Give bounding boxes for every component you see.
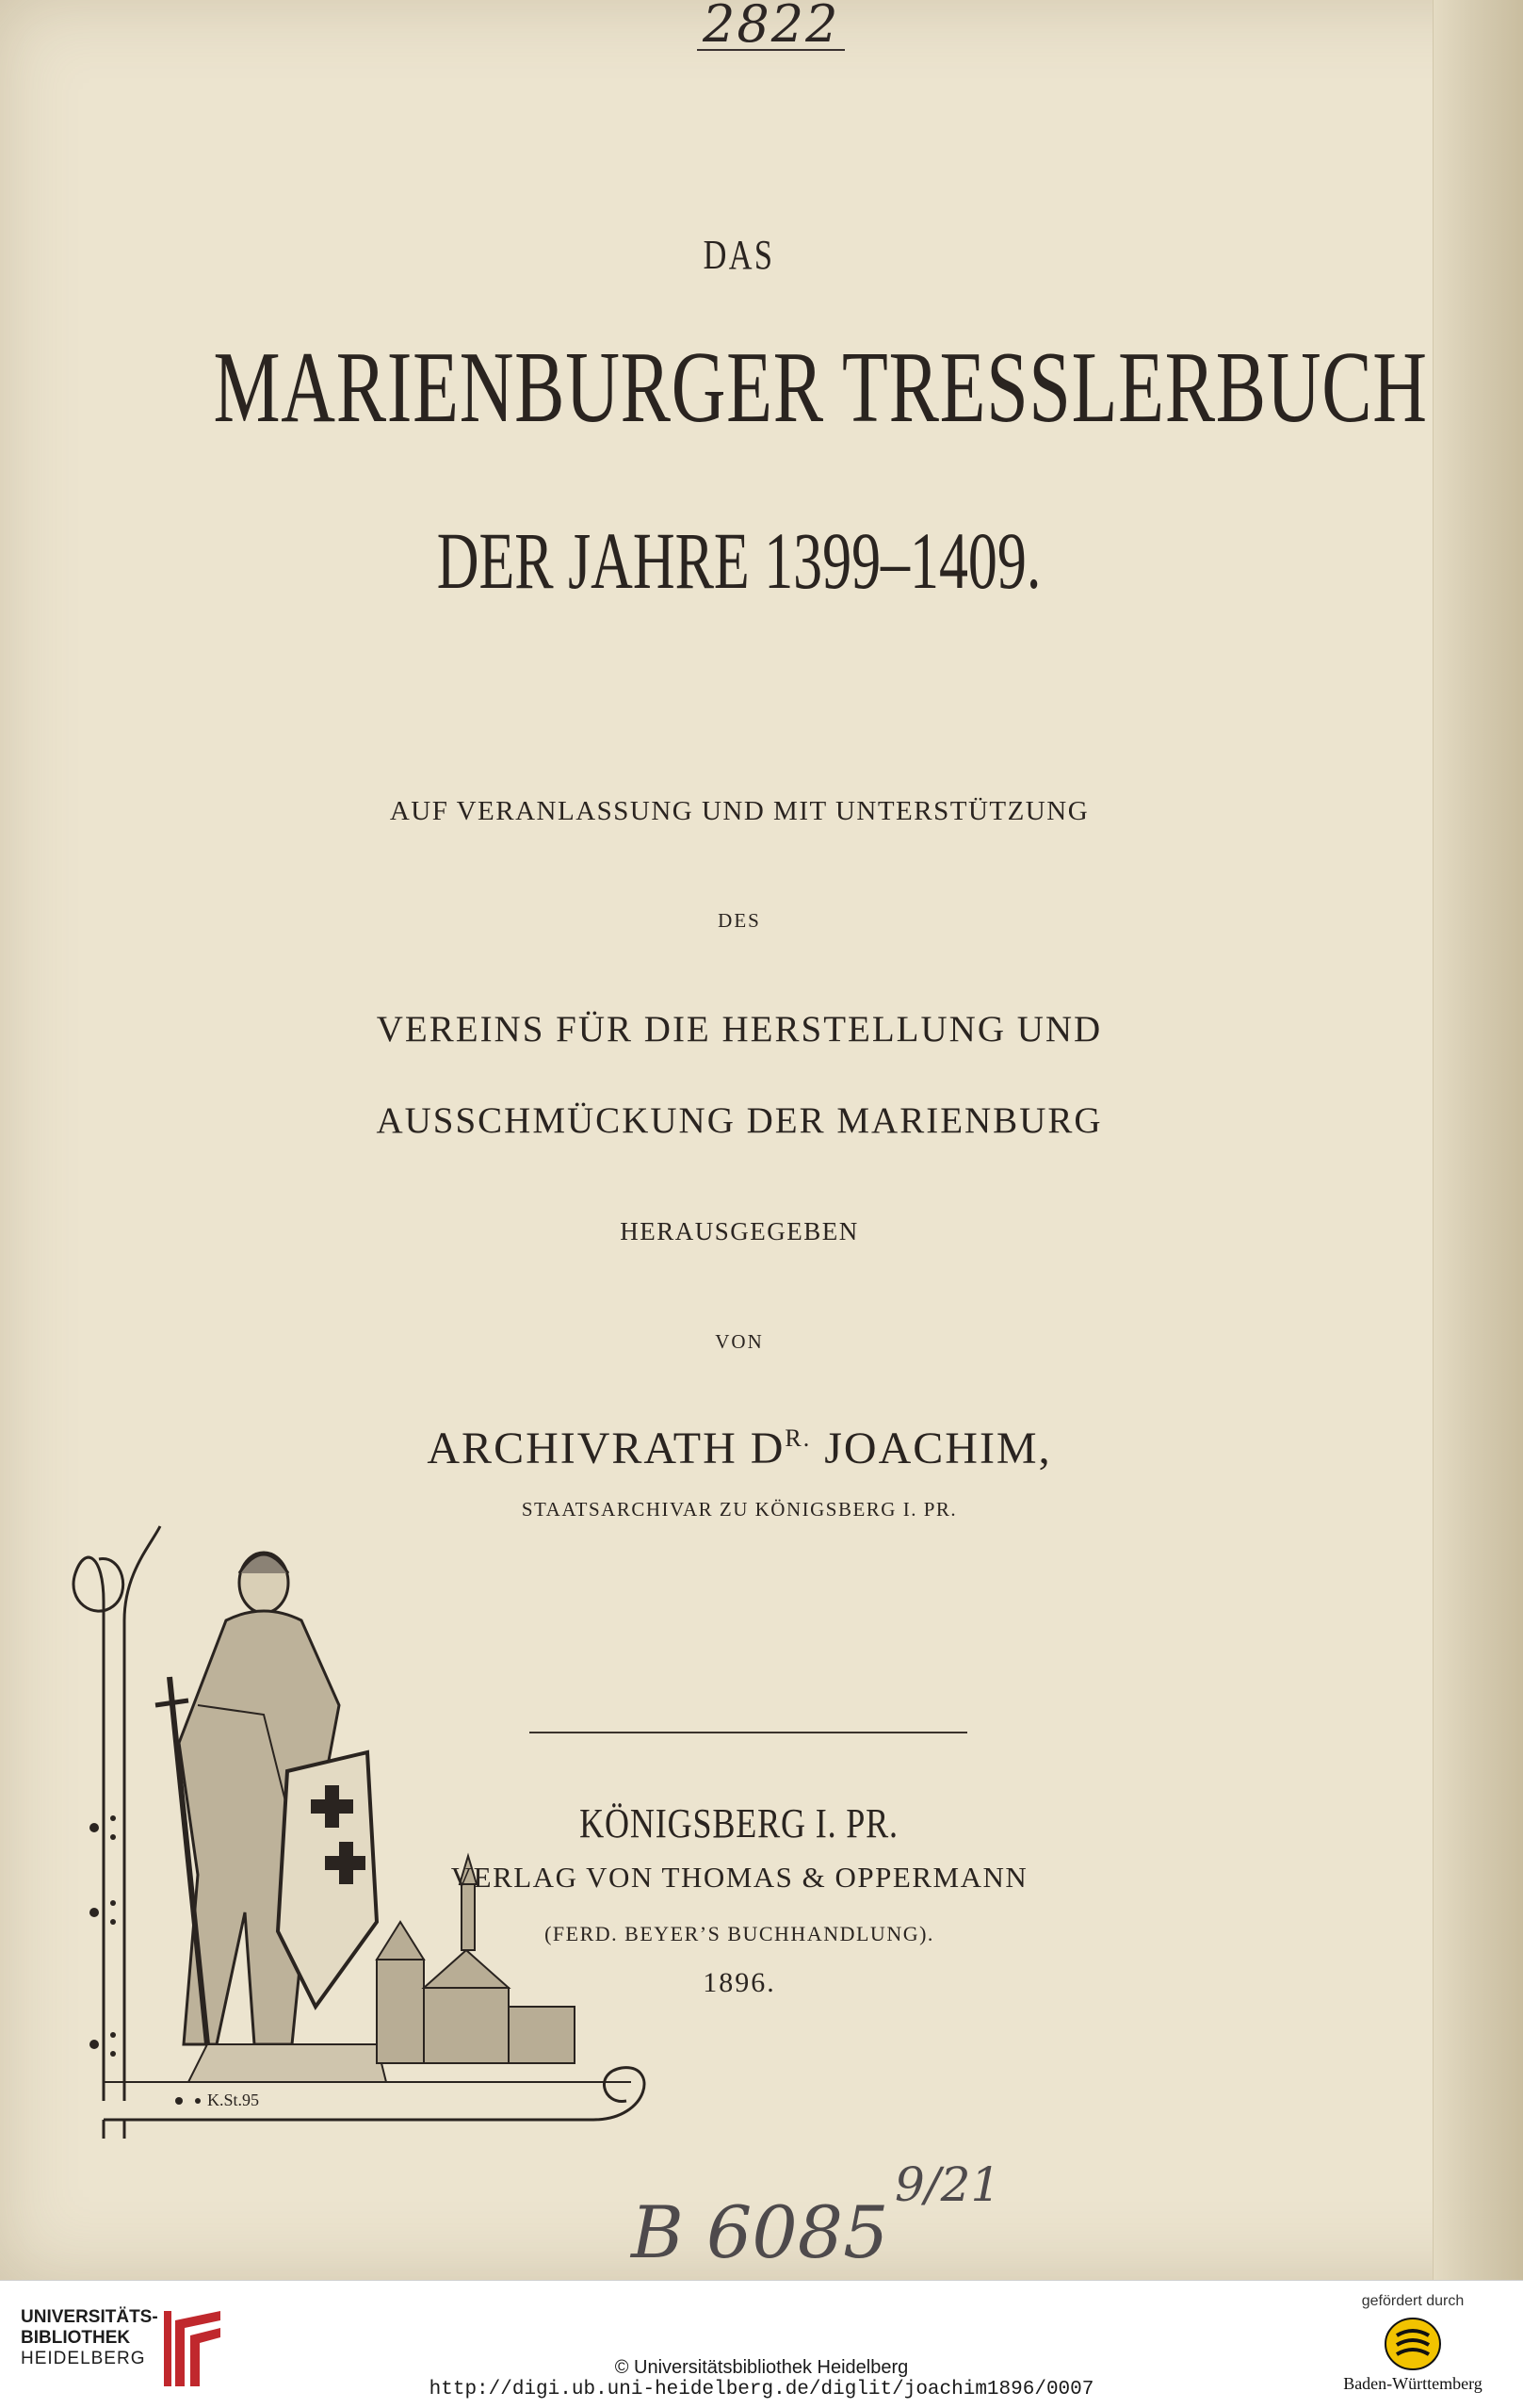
- publication-city: KÖNIGSBERG I. PR.: [579, 1800, 899, 1847]
- handwritten-inventory-number: 2822: [697, 0, 845, 51]
- des-line: DES: [718, 909, 761, 932]
- society-name-line-1: VEREINS FÜR DIE HERSTELLUNG UND: [376, 1009, 1103, 1049]
- baden-wuerttemberg-emblem-icon: [1384, 2317, 1442, 2371]
- permalink-url[interactable]: http://digi.ub.uni-heidelberg.de/diglit/joachim1896/0007: [429, 2379, 1094, 2400]
- von-line: VON: [715, 1330, 764, 1353]
- horizontal-rule: [529, 1732, 967, 1733]
- library-name-line-3: HEIDELBERG: [21, 2349, 146, 2368]
- handwritten-shelfmark-fraction: 9/21: [895, 2157, 1001, 2212]
- funding-region: Baden-Württemberg: [1343, 2374, 1482, 2393]
- title-line-das: DAS: [704, 232, 775, 278]
- funding-label: gefördert durch: [1361, 2293, 1465, 2309]
- library-name-line-2: BIBLIOTHEK: [21, 2328, 131, 2348]
- copyright-notice: © Universitätsbibliothek Heidelberg: [614, 2357, 909, 2378]
- footer-bar: [0, 2280, 1523, 2408]
- engraving-signature: K.St.95: [207, 2091, 260, 2109]
- author-prefix: ARCHIVRATH D: [427, 1424, 786, 1473]
- main-title: MARIENBURGER TRESSLERBUCH: [213, 332, 1428, 444]
- author-line: [0, 1423, 1479, 1474]
- publication-year: 1896.: [703, 1967, 776, 1998]
- author-name: JOACHIM,: [824, 1424, 1052, 1473]
- handwritten-shelfmark: B 6085: [631, 2190, 889, 2274]
- author-role: STAATSARCHIVAR ZU KÖNIGSBERG I. PR.: [521, 1498, 958, 1521]
- society-name-line-2: AUSSCHMÜCKUNG DER MARIENBURG: [376, 1100, 1103, 1141]
- funding-notice: [1319, 2292, 1507, 2405]
- commission-line: AUF VERANLASSUNG UND MIT UNTERSTÜTZUNG: [389, 796, 1090, 826]
- title-years: DER JAHRE 1399–1409.: [437, 515, 1042, 606]
- publisher: VERLAG VON THOMAS & OPPERMANN: [450, 1861, 1029, 1894]
- bookshop: (FERD. BEYER’S BUCHHANDLUNG).: [544, 1922, 934, 1945]
- author-title-superscript: R.: [785, 1424, 812, 1452]
- library-name-line-1: UNIVERSITÄTS-: [21, 2307, 158, 2327]
- edited-line: HERAUSGEGEBEN: [620, 1217, 859, 1245]
